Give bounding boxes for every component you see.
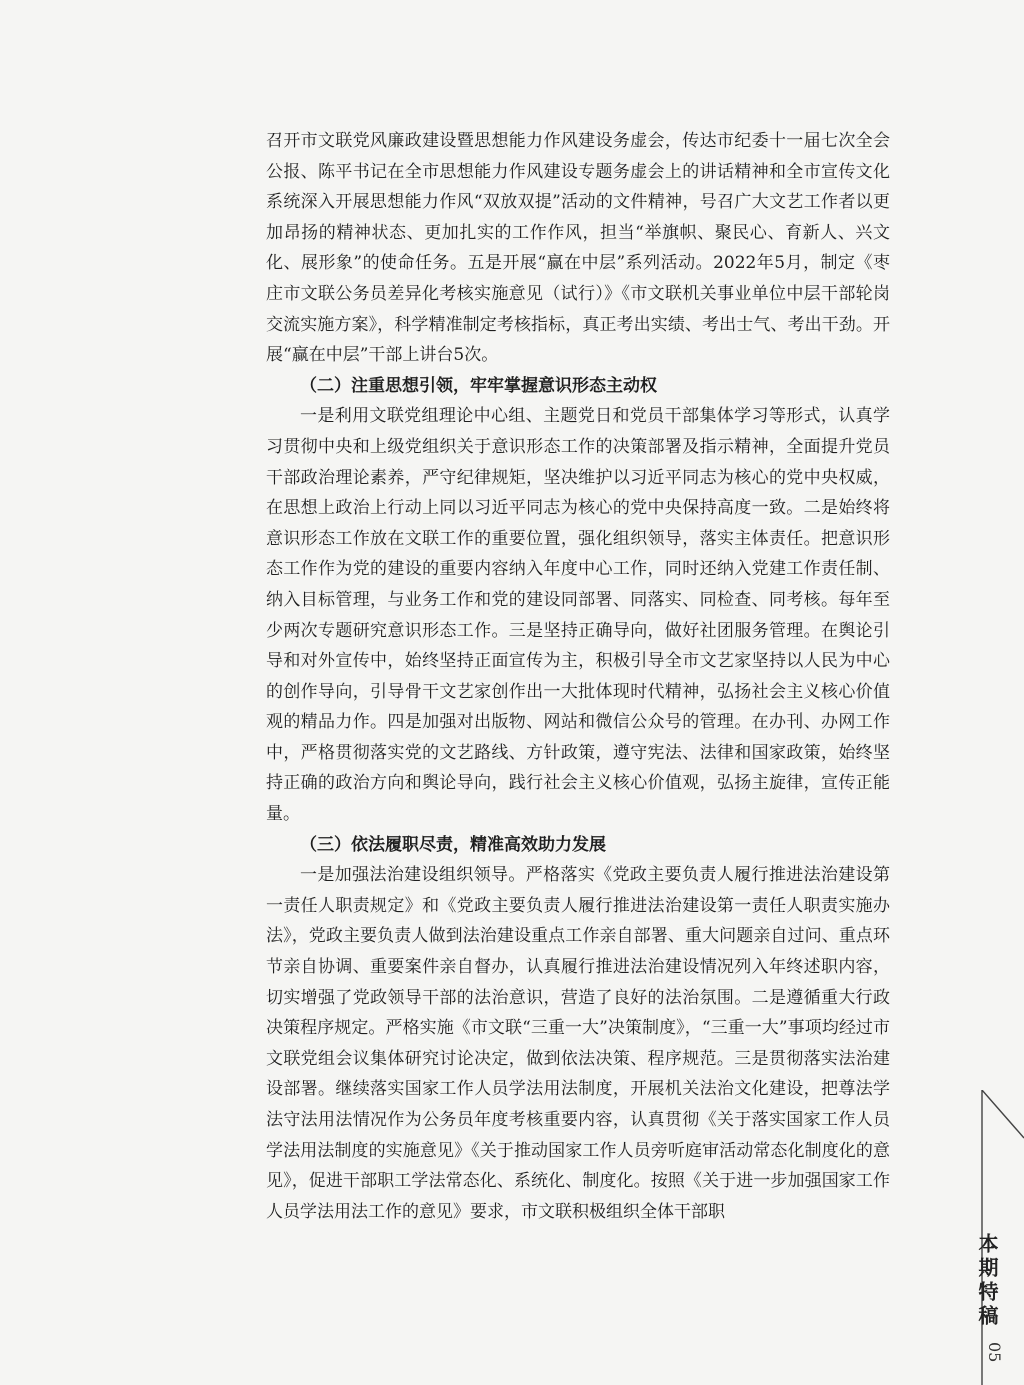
page-number: 05	[985, 1342, 1004, 1363]
section-heading-2: （二）注重思想引领，牢牢掌握意识形态主动权	[300, 375, 657, 396]
section-heading-3: （三）依法履职尽责，精准高效助力发展	[300, 834, 606, 855]
paragraph-2: 一是利用文联党组理论中心组、主题党日和党员干部集体学习等形式，认真学习贯彻中央和上级党组织关于意识形态工作的决策部署及指示精神，全面提升党员干部政治理论素养，严守纪律规矩，坚决维护以习近平同志为核心的党中央权威，在思想上政治上行动上同以习近平同志为核心的党中央保持高度一致。二是始终将意识形态工作放在文联工作的重要位置，强化组织领导，落实主体责任。把意识形态工作作为党的建设的重要内容纳入年度中心工作，同时还纳入党建工作责任制、纳入目标管理，与业务工作和党的建设同部署、同落实、同检查、同考核。每年至少两次专题研究意识形态工作。三是坚持正确导向，做好社团服务管理。在舆论引导和对外宣传中，始终坚持正面宣传为主，积极引导全市文艺家坚持以人民为中心的创作导向，引导骨干文艺家创作出一大批体现时代精神，弘扬社会主义核心价值观的精品力作。四是加强对出版物、网站和微信公众号的管理。在办刊、办网工作中，严格贯彻落实党的文艺路线、方针政策，遵守宪法、法律和国家政策，始终坚持正确的政治方向和舆论导向，践行社会主义核心价值观，弘扬主旋律，宣传正能量。	[266, 406, 890, 825]
paragraph-1: 召开市文联党风廉政建设暨思想能力作风建设务虚会，传达市纪委十一届七次全会公报、陈平书记在全市思想能力作风建设专题务虚会上的讲话精神和全市宣传文化系统深入开展思想能力作风“双放双提”活动的文件精神，号召广大文艺工作者以更加昂扬的精神状态、更加扎实的工作作风，担当“举旗帜、聚民心、育新人、兴文化、展形象”的使命任务。五是开展“赢在中层”系列活动。2022年5月，制定《枣庄市文联公务员差异化考核实施意见（试行）》《市文联机关事业单位中层干部轮岗交流实施方案》，科学精准制定考核指标，真正考出实绩、考出士气、考出干劲。开展“赢在中层”干部上讲台5次。	[266, 131, 890, 366]
sidebar-tab	[968, 1090, 1024, 1385]
paragraph-3: 一是加强法治建设组织领导。严格落实《党政主要负责人履行推进法治建设第一责任人职责规定》和《党政主要负责人履行推进法治建设第一责任人职责实施办法》，党政主要负责人做到法治建设重点工作亲自部署、重大问题亲自过问、重点环节亲自协调、重要案件亲自督办，认真履行推进法治建设情况列入年终述职内容，切实增强了党政领导干部的法治意识，营造了良好的法治氛围。二是遵循重大行政决策程序规定。严格实施《市文联“三重一大”决策制度》，“三重一大”事项均经过市文联党组会议集体研究讨论决定，做到依法决策、程序规范。三是贯彻落实法治建设部署。继续落实国家工作人员学法用法制度，开展机关法治文化建设，把尊法学法守法用法情况作为公务员年度考核重要内容，认真贯彻《关于落实国家工作人员学法用法制度的实施意见》《关于推动国家工作人员旁听庭审活动常态化制度化的意见》，促进干部职工学法常态化、系统化、制度化。按照《关于进一步加强国家工作人员学法用法工作的意见》要求，市文联积极组织全体干部职	[266, 865, 890, 1222]
section-label: 本期特稿	[975, 1233, 999, 1329]
article-body	[266, 126, 890, 1227]
